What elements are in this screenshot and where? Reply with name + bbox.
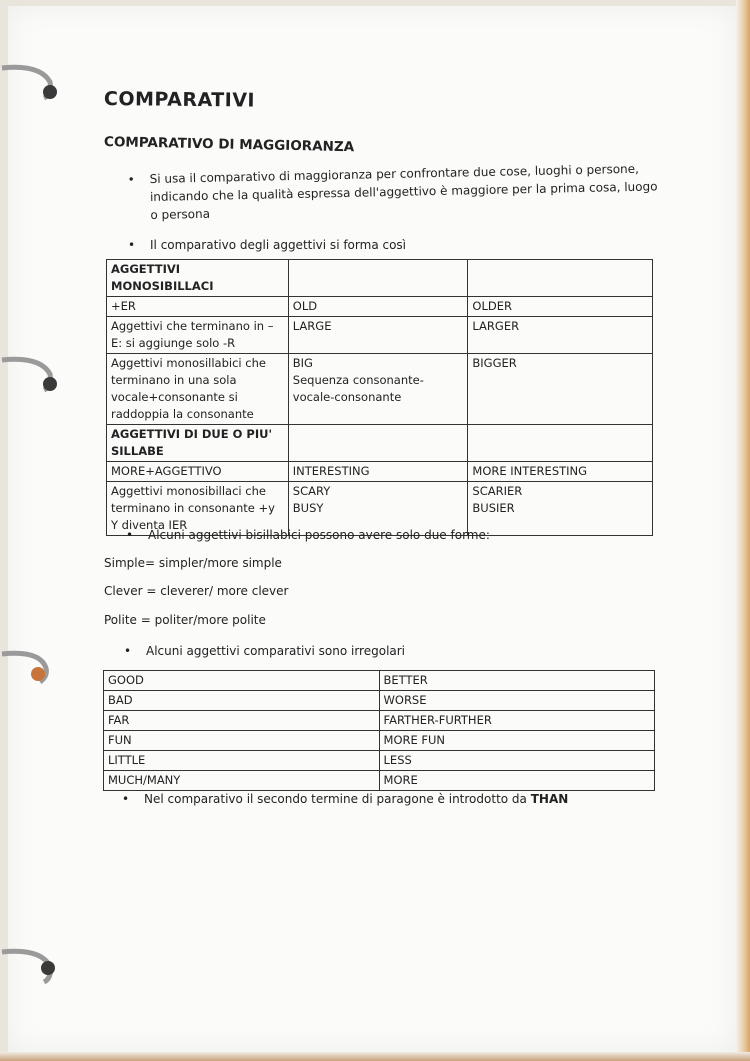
table-cell <box>468 260 653 297</box>
bullet-icon: • <box>122 792 130 806</box>
table-cell <box>468 425 653 462</box>
cell-line: BIG <box>292 356 313 370</box>
table-cell: WORSE <box>379 691 654 711</box>
table-cell: MORE+AGGETTIVO <box>107 462 289 482</box>
bullet-icon: • <box>128 238 136 252</box>
table-cell: MORE FUN <box>379 731 654 751</box>
table-cell: Aggettivi monosibillaci che terminano in consonante +y Y diventa IER <box>107 482 289 536</box>
cell-line: BUSIER <box>472 501 515 515</box>
bullet-text: Il comparativo degli aggettivi si forma così <box>150 238 407 252</box>
table-row <box>104 731 655 751</box>
bullet-text: Nel comparativo il secondo termine di paragone è introdotto da <box>144 792 531 806</box>
table-cell: FUN <box>104 731 380 751</box>
cell-line: Sequenza consonante-vocale-consonante <box>292 373 424 404</box>
table-row <box>107 425 653 462</box>
bullet-icon: • <box>124 644 132 658</box>
table-cell: +ER <box>107 297 289 317</box>
bullet-icon: • <box>127 172 135 187</box>
bullet-item <box>126 526 548 544</box>
bullet-item <box>128 236 550 254</box>
table-cell: LARGER <box>468 317 653 354</box>
cell-line: SCARIER <box>472 484 523 498</box>
bullet-text: Alcuni aggettivi bisillabici possono avere solo due forme: <box>148 528 490 542</box>
bullet-item <box>124 642 546 660</box>
table-cell: GOOD <box>104 671 380 691</box>
table-cell: AGGETTIVI DI DUE O PIU' SILLABE <box>107 425 289 462</box>
cell-line: SCARY <box>292 484 331 498</box>
table-cell: LITTLE <box>104 751 380 771</box>
table-cell <box>288 354 468 425</box>
table-cell: LESS <box>379 751 654 771</box>
bullet-bold-text: THAN <box>530 792 569 806</box>
table-cell: Aggettivi che terminano in – E: si aggiunge solo -R <box>107 317 289 354</box>
page-title: COMPARATIVI <box>103 88 256 112</box>
table-cell: LARGE <box>288 317 468 354</box>
table-row <box>104 691 655 711</box>
bullet-item <box>127 159 660 224</box>
table-cell: BETTER <box>379 671 654 691</box>
table-cell: INTERESTING <box>288 462 468 482</box>
comparative-rules-table <box>106 259 653 536</box>
section-title: COMPARATIVO DI MAGGIORANZA <box>103 134 355 156</box>
table-row <box>107 354 653 425</box>
table-cell: AGGETTIVI MONOSIBILLACI <box>107 260 289 297</box>
cell-line: BUSY <box>292 501 324 515</box>
table-cell <box>288 260 468 297</box>
table-row <box>107 462 653 482</box>
table-cell: MUCH/MANY <box>104 771 380 791</box>
bullet-text: Alcuni aggettivi comparativi sono irregolari <box>146 644 406 658</box>
table-row <box>104 771 655 791</box>
table-row <box>107 317 653 354</box>
table-cell: OLD <box>288 297 468 317</box>
table-cell: FARTHER-FURTHER <box>379 711 654 731</box>
table-row <box>104 711 655 731</box>
example-line: Clever = cleverer/ more clever <box>104 584 289 598</box>
table-cell: Aggettivi monosillabici che terminano in una sola vocale+consonante si raddoppia la consonante <box>107 354 289 425</box>
bullet-icon: • <box>126 528 134 542</box>
example-line: Polite = politer/more polite <box>104 613 266 627</box>
table-row <box>107 260 653 297</box>
table-cell: BAD <box>104 691 380 711</box>
example-line: Simple= simpler/more simple <box>104 556 282 570</box>
table-cell: MORE INTERESTING <box>468 462 653 482</box>
bullet-item <box>122 790 644 808</box>
table-row <box>104 671 655 691</box>
table-cell: OLDER <box>468 297 653 317</box>
table-cell <box>288 425 468 462</box>
table-cell: MORE <box>379 771 654 791</box>
bullet-text: Si usa il comparativo di maggioranza per confrontare due cose, luoghi o persone, indicando che la qualità espressa dell'aggettivo è maggiore per la prima cosa, luogo o persona <box>149 161 658 222</box>
table-row <box>107 297 653 317</box>
table-cell: BIGGER <box>468 354 653 425</box>
table-cell: FAR <box>104 711 380 731</box>
irregular-comparatives-table <box>103 670 655 791</box>
table-row <box>104 751 655 771</box>
